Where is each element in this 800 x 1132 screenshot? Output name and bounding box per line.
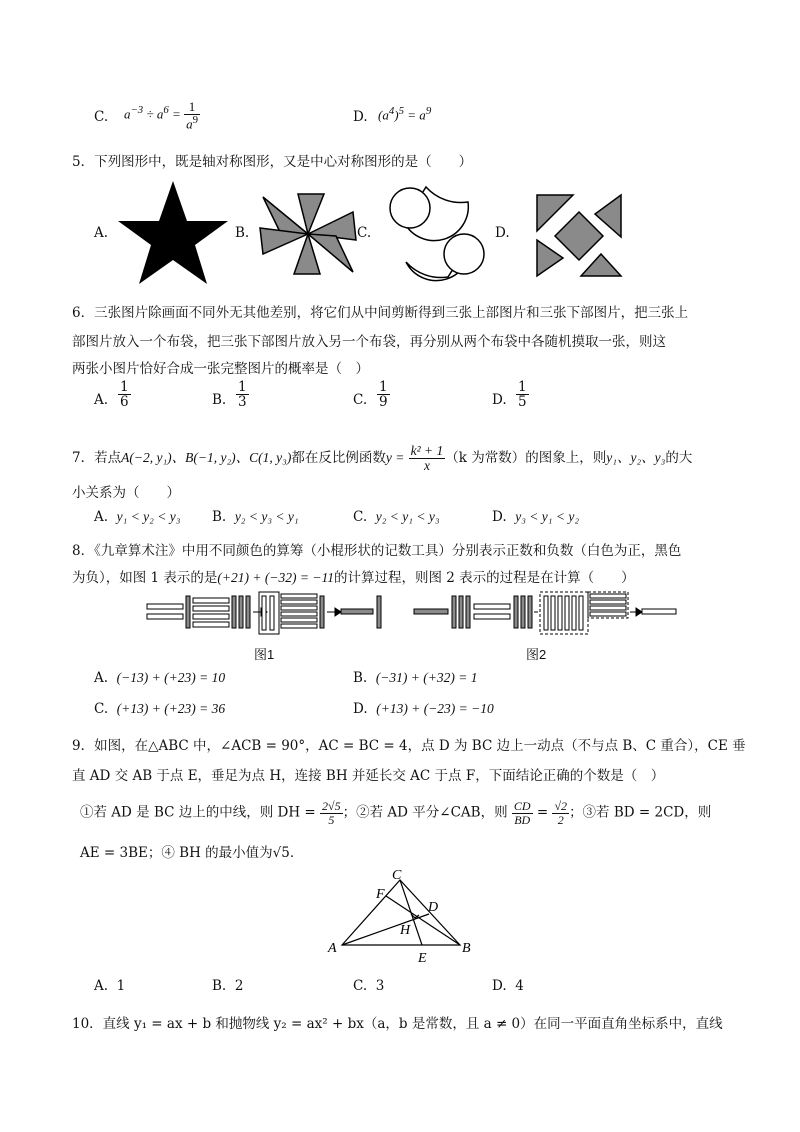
q4-option-d-label: D. — [353, 109, 368, 125]
q9-line-4: AE = 3BE；④ BH 的最小值为√5． — [80, 845, 304, 861]
q9-line-2: 直 AD 交 AB 于点 E，垂足为点 H，连接 BH 并延长交 AC 于点 F，下面结论正确的个数是（ ） — [72, 768, 665, 784]
q7-option-a: A. y₁ < y₂ < y₃ — [94, 509, 181, 525]
q10-line-1: 10．直线 y₁ = ax + b 和抛物线 y₂ = ax² + bx（a，b 是常数，且 a ≠ 0）在同一平面直角坐标系中，直线 — [72, 1016, 723, 1032]
q5-option-c-label: C. — [357, 225, 372, 241]
q6-option-c-frac: $\frac{1}{9}$ — [379, 379, 388, 411]
figure-1-caption: 图1 — [254, 647, 275, 662]
q6-line-2: 部图片放入一个布袋，把三张下部图片放入另一个布袋，再分别从两个布袋中各随机摸取一张，则这 — [72, 334, 666, 350]
q4-option-d-expr: $(a^4)^5 = a^9$ — [378, 105, 432, 123]
q8-option-b: B. (−31) + (+32) = 1 — [353, 670, 478, 686]
q8-option-c: C. (+13) + (+23) = 36 — [94, 701, 226, 717]
q6-option-a-frac: $\frac{1}{6}$ — [120, 379, 129, 411]
counting-rods-figure-2 — [412, 590, 680, 638]
q5-option-d-label: D. — [495, 225, 510, 241]
q4-option-c-expr: $a^{-3} \div a^6$ = $\frac{1}{a^9}$ — [124, 99, 198, 131]
q5-pinwheel-figure — [258, 192, 358, 276]
q7-option-c: C. y₂ < y₁ < y₃ — [353, 509, 440, 525]
q8-option-d: D. (+13) + (−23) = −10 — [353, 701, 494, 717]
figure-2-caption: 图2 — [526, 647, 547, 662]
q4-option-c-label: C. — [94, 109, 109, 125]
q7-option-d: D. y₃ < y₁ < y₂ — [492, 509, 580, 525]
q6-line-1: 6．三张图片除画面不同外无其他差别，将它们从中间剪断得到三张上部图片和三张下部图片，把三张上 — [72, 305, 689, 321]
point-d-label: D — [428, 900, 439, 915]
q8-option-a: A. (−13) + (+23) = 10 — [94, 670, 226, 686]
q6-line-3: 两张小图片恰好合成一张完整图片的概率是（ ） — [72, 361, 369, 377]
q9-line-3: ①若 AD 是 BC 边上的中线，则 DH = $\frac{2√5}{5}$ ；②若 AD 平分∠CAB，则 $\frac{CD}{BD}$ = $\frac{√2}{2}$ ；③若 BD = 2CD，则 — [80, 799, 712, 827]
q9-option-c: C. 3 — [353, 978, 385, 994]
q6-option-d-frac: $\frac{1}{5}$ — [518, 379, 527, 411]
q9-option-a: A. 1 — [94, 978, 126, 994]
q7-line-2: 小关系为（ ） — [72, 485, 180, 501]
counting-rods-figure-1 — [145, 590, 385, 638]
q5-option-b-label: B. — [235, 225, 250, 241]
q7-line-1: 7．若点A(−2, y₁)、B(−1, y₂)、C(1, y₃)都在反比例函数y = $\frac{\text{k² + 1}}{x}$ （k 为常数）的图象上，则y₁、y₂、y₃的大 — [72, 443, 693, 474]
q5-option-a-label: A. — [94, 225, 109, 241]
q9-line-1: 9．如图，在△ABC 中，∠ACB = 90°，AC = BC = 4，点 D 为 BC 边上一动点（不与点 B、C 重合），CE 垂 — [72, 738, 746, 754]
q5-star-figure — [115, 178, 231, 286]
q8-line-1: 8．《九章算术注》中用不同颜色的算筹（小棍形状的记数工具）分别表示正数和负数（白色为正，黑色 — [72, 543, 682, 559]
q6-option-d-label: D. — [492, 392, 507, 408]
q8-line-2: 为负），如图 1 表示的是(+21) + (−32) = −11的计算过程，则图 2 表示的过程是在计算（ ） — [72, 570, 635, 586]
point-e-label: E — [418, 951, 427, 966]
q5-tangram-figure — [533, 192, 625, 280]
q6-option-c-label: C. — [353, 392, 368, 408]
q9-option-d: D. 4 — [492, 978, 524, 994]
point-c-label: C — [392, 868, 402, 883]
q6-option-a-label: A. — [94, 392, 109, 408]
q7-option-b: B. y₂ < y₃ < y₁ — [212, 509, 299, 525]
q5-yin-yang-figure — [386, 182, 488, 282]
point-a-label: A — [328, 941, 337, 956]
point-h-label: H — [400, 923, 411, 938]
q6-option-b-frac: $\frac{1}{3}$ — [238, 379, 247, 411]
point-b-label: B — [462, 941, 471, 956]
point-f-label: F — [376, 887, 385, 902]
q6-option-b-label: B. — [212, 392, 227, 408]
q9-option-b: B. 2 — [212, 978, 244, 994]
q5-stem: 5．下列图形中，既是轴对称图形，又是中心对称图形的是（ ） — [72, 154, 473, 170]
q9-triangle-figure — [324, 868, 484, 968]
